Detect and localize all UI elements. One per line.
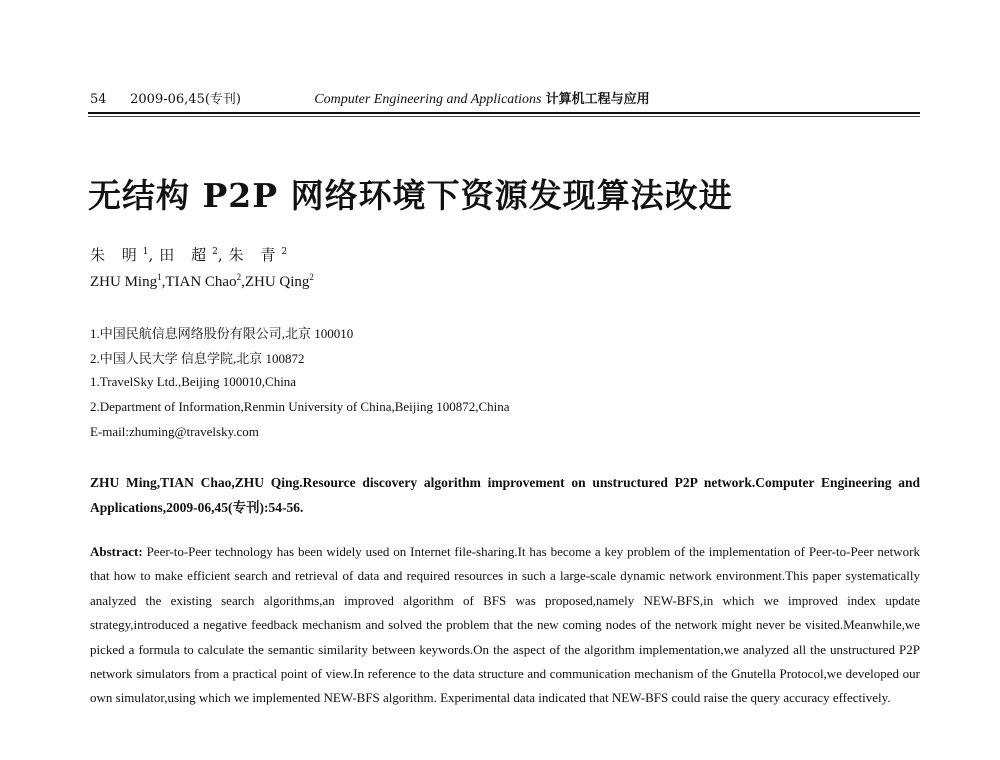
page-number: 54 [90, 92, 107, 107]
separator: , [161, 274, 166, 290]
separator: , [241, 274, 245, 290]
separator: , [217, 246, 229, 264]
affil-marker: 2 [281, 247, 288, 257]
author-name: 田 超 [159, 246, 213, 264]
abstract [90, 540, 920, 711]
separator: , [148, 246, 160, 264]
affil-marker: 1 [142, 247, 149, 257]
affiliation-1-cn: 1.中国民航信息网络股份有限公司,北京 100010 [90, 326, 354, 341]
running-header [90, 88, 920, 108]
author-name: ZHU Ming [90, 274, 158, 290]
header-rule-thick [88, 112, 920, 114]
paper-title: 无结构 P2P 网络环境下资源发现算法改进 [88, 176, 733, 215]
author-name: TIAN Chao [165, 274, 237, 290]
author-name: 朱 青 [228, 246, 282, 264]
issue-info: 2009-06,45(专刊) [130, 92, 241, 107]
affil-marker: 2 [309, 272, 314, 282]
affil-marker: 2 [236, 272, 242, 282]
author-name: 朱 明 [90, 246, 143, 264]
affil-marker: 2 [212, 247, 218, 257]
journal-name-cn: 计算机工程与应用 [545, 92, 650, 107]
affiliation-2-en: 2.Department of Information,Renmin University of China,Beijing 100872,China [90, 399, 510, 414]
affiliation-1-en: 1.TravelSky Ltd.,Beijing 100010,China [90, 374, 297, 389]
journal-name-en: Computer Engineering and Applications [314, 92, 542, 107]
abstract-text: Peer-to-Peer technology has been widely used on Internet file-sharing.It has become a key problem of the implementation of Peer-to-Peer network that how to make efficient search and retrieval of data and required resources in such a large-scale dynamic network environment.This paper systematically analyzed the existing search algorithms,an improved algorithm of BFS was proposed,namely NEW-BFS,in which we improved index update strategy,introduced a negative feedback mechanism and solved the problem that the new coming nodes of the network might never be visited.Meanwhile,we picked a formula to calculate the semantic similarity between keywords.On the aspect of the algorithm implementation,we analyzed all the unstructured P2P network simulators from a practical point of view.In reference to the data structure and communication mechanism of the Gnutella Protocol,we developed our own simulator,using which we implemented NEW-BFS algorithm. Experimental data indicated that NEW-BFS could raise the query accuracy effectively. [90, 544, 921, 706]
header-rule-thin [88, 116, 920, 117]
affiliation-2-cn: 2.中国人民大学 信息学院,北京 100872 [90, 351, 305, 366]
citation-reference: ZHU Ming,TIAN Chao,ZHU Qing.Resource discovery algorithm improvement on unstructured P2P network.Computer Engineering and Applications,2009-06,45(专刊):54-56. [90, 475, 920, 515]
affil-marker: 1 [157, 272, 162, 282]
authors-chinese [90, 244, 287, 265]
abstract-label: Abstract: [90, 544, 143, 559]
author-name: ZHU Qing [244, 274, 310, 290]
contact-email: E-mail:zhuming@travelsky.com [90, 424, 259, 439]
authors-english [90, 272, 314, 291]
